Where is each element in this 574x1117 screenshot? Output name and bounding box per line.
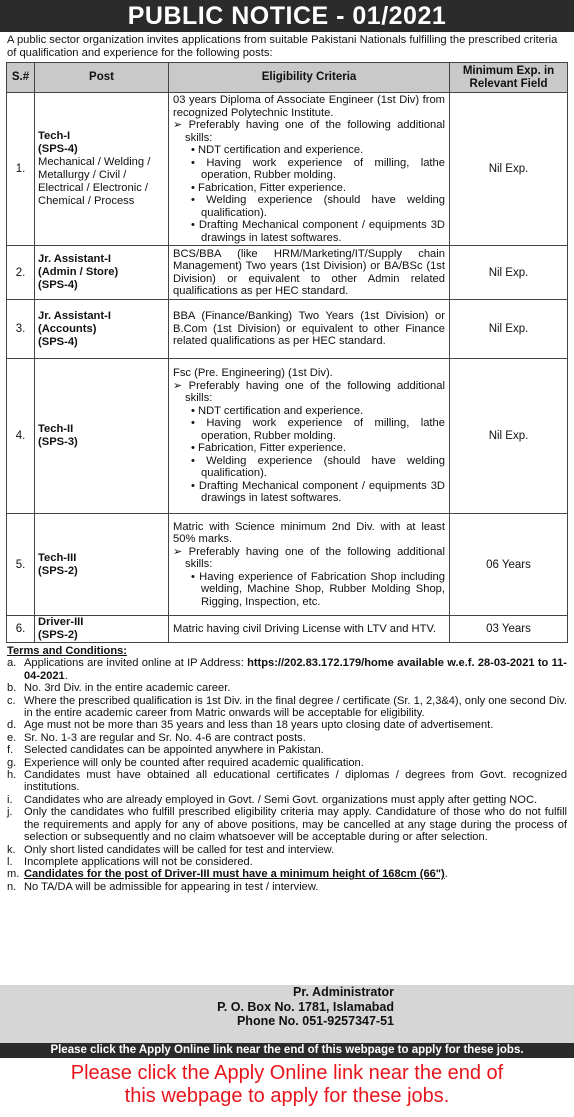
intro-text: A public sector organization invites applications from suitable Pakistani Nationals fulfilling the prescribed criteria of qualification and experience for the following posts: [7, 34, 558, 59]
criteria-line: 03 years Diploma of Associate Engineer (1st Div) from recognized Polytechnic Institute. [173, 94, 445, 119]
term-letter: j. [7, 806, 13, 819]
criteria-line: • NDT certification and experience. [191, 144, 364, 156]
table-row [7, 616, 568, 643]
term-letter: g. [7, 756, 17, 769]
term-text [24, 744, 567, 756]
term-text-bold-underline: Candidates for the post of Driver-III must have a minimum height of 168cm (66") [24, 868, 445, 881]
term-text [24, 794, 567, 806]
row-criteria [169, 246, 450, 300]
term-letter: a. [7, 657, 17, 670]
table-header-row [7, 63, 568, 93]
term-letter: b. [7, 682, 17, 695]
criteria-line: • Having work experience of milling, lathe operation, Rubber molding. [191, 156, 445, 181]
criteria-line: Matric having civil Driving License with LTV and HTV. [173, 622, 437, 635]
term-text [24, 682, 567, 694]
term-text [24, 757, 567, 769]
term-text-plain: Experience will only be counted after required academic qualification. [24, 756, 364, 769]
term-item [7, 769, 567, 794]
term-item [7, 719, 567, 731]
post-title-line: Jr. Assistant-I [38, 253, 111, 265]
term-text-bold: https://202.83.172.179/home available w.e.f. 28-03-2021 to 11-04-2021 [24, 657, 567, 682]
apply-online-bar: Please click the Apply Online link near the end of this webpage to apply for these jobs. [0, 1043, 574, 1058]
post-title-line: (SPS-4) [38, 143, 78, 155]
term-letter: n. [7, 880, 17, 893]
row-criteria [169, 616, 450, 643]
term-text-plain: Incomplete applications will not be considered. [24, 855, 253, 868]
term-text-plain: Selected candidates can be appointed anywhere in Pakistan. [24, 744, 324, 757]
criteria-line: ➢ Preferably having one of the following additional skills: [173, 545, 445, 571]
term-letter: h. [7, 769, 17, 782]
criteria-line: ➢ Preferably having one of the following additional skills: [173, 379, 445, 405]
term-letter: m. [7, 868, 20, 881]
term-item [7, 856, 567, 868]
row-serial: 2. [7, 246, 35, 300]
term-item [7, 806, 567, 843]
row-min-experience: Nil Exp. [450, 246, 568, 300]
term-letter: d. [7, 719, 17, 732]
criteria-line: BCS/BBA (like HRM/Marketing/IT/Supply chain Management) Two years (1st Division) or BA/BSc (1st Division) or equivalent to other Admin related qualifications as per HEC standard. [173, 247, 445, 297]
table-row [7, 300, 568, 359]
post-title-line: (SPS-4) [38, 279, 78, 291]
term-text [24, 657, 567, 682]
notice-title: PUBLIC NOTICE - 01/2021 [0, 0, 574, 32]
post-title-line: (Accounts) [38, 322, 97, 335]
jobs-table [6, 62, 568, 643]
term-text-plain: Candidates must have obtained all educational certificates / diplomas / degrees from Govt. recognized institutions. [24, 769, 567, 794]
footer-line-1: Pr. Administrator [293, 985, 394, 999]
term-text [24, 769, 567, 794]
criteria-line: Matric with Science minimum 2nd Div. with at least 50% marks. [173, 520, 445, 546]
footer-line-2: P. O. Box No. 1781, Islamabad [217, 999, 394, 1014]
row-min-experience: 03 Years [450, 616, 568, 643]
term-text-plain: Only short listed candidates will be called for test and interview. [24, 843, 335, 856]
term-letter: f. [7, 744, 14, 757]
row-post [35, 300, 169, 359]
terms-heading: Terms and Conditions: [7, 645, 127, 657]
row-serial: 3. [7, 300, 35, 359]
header-post: Post [35, 63, 169, 93]
term-text [24, 844, 567, 856]
term-letter: k. [7, 843, 16, 856]
term-text [24, 806, 567, 843]
apply-online-message [0, 1062, 574, 1108]
row-min-experience: 06 Years [450, 514, 568, 616]
criteria-line: • Welding experience (should have welding qualification). [191, 194, 445, 219]
terms-list [7, 657, 567, 893]
footer-line-3: Phone No. 051-9257347-51 [236, 1014, 394, 1028]
table-row [7, 359, 568, 514]
post-title-line: (Admin / Store) [38, 266, 119, 278]
term-text-plain: Where the prescribed qualification is 1st Div. in the final degree / certificate (Sr. 1, 2,3&4), only one second Div. in the entire academic career from Matric onwards will be acceptable for eligibility. [24, 694, 567, 720]
term-text [24, 868, 567, 880]
row-criteria [169, 359, 450, 514]
table-row [7, 93, 568, 246]
term-item [7, 757, 567, 769]
criteria-line: • Welding experience (should have welding qualification). [191, 454, 445, 480]
row-post [35, 514, 169, 616]
row-criteria [169, 93, 450, 246]
term-text [24, 856, 567, 868]
criteria-line: • Fabrication, Fitter experience. [191, 442, 347, 455]
term-text-after: . [444, 868, 448, 881]
term-text [24, 695, 567, 720]
criteria-line: Fsc (Pre. Engineering) (1st Div). [173, 367, 333, 380]
header-experience: Minimum Exp. in Relevant Field [450, 63, 568, 93]
term-item [7, 682, 567, 694]
post-title-line: Tech-II [38, 423, 74, 435]
term-text-after: . [64, 669, 68, 682]
row-min-experience: Nil Exp. [450, 93, 568, 246]
term-text [24, 881, 567, 893]
apply-message-line-2: this webpage to apply for these jobs. [124, 1085, 450, 1107]
term-letter: e. [7, 731, 17, 744]
footer-contact [0, 985, 574, 1043]
terms-section [0, 643, 574, 893]
row-min-experience: Nil Exp. [450, 359, 568, 514]
row-serial: 4. [7, 359, 35, 514]
criteria-line: • Drafting Mechanical component / equipments 3D drawings in latest softwares. [191, 479, 445, 505]
term-text [24, 719, 567, 731]
criteria-line: • Fabrication, Fitter experience. [191, 181, 347, 194]
term-letter: c. [7, 694, 16, 707]
term-item [7, 732, 567, 744]
post-title-line: Jr. Assistant-I [38, 309, 111, 322]
term-item [7, 794, 567, 806]
term-text [24, 732, 567, 744]
post-title-line: (SPS-2) [38, 564, 78, 577]
criteria-line: BBA (Finance/Banking) Two Years (1st Division) or B.Com (1st Division) or equivalent to other Finance related qualifications as per HEC standard. [173, 310, 445, 348]
term-text-plain: Applications are invited online at IP Address: [24, 657, 248, 670]
term-text-plain: Sr. No. 1-3 are regular and Sr. No. 4-6 are contract posts. [24, 731, 306, 744]
post-title-line: (SPS-2) [38, 629, 78, 641]
term-text-plain: Age must not be more than 35 years and less than 18 years upto closing date of advertisement. [24, 719, 494, 732]
post-disciplines: Mechanical / Welding / Metallurgy / Civil / Electrical / Electronic / Chemical / Process [38, 156, 151, 207]
term-item [7, 657, 567, 682]
term-item [7, 844, 567, 856]
row-post [35, 246, 169, 300]
post-title-line: Tech-III [38, 551, 77, 564]
post-title-line: (SPS-4) [38, 335, 78, 348]
term-text-plain: Only the candidates who fulfill prescribed eligibility criteria may apply. Candidature of those who do not fulfill the requirements and apply for any of above positions, may be cancelled at any stage during the process of selection or subsequently and no claim whatsoever will be acceptable during or after selection. [24, 806, 567, 844]
term-item [7, 881, 567, 893]
row-min-experience: Nil Exp. [450, 300, 568, 359]
criteria-line: • Drafting Mechanical component / equipments 3D drawings in latest softwares. [191, 219, 445, 244]
row-criteria [169, 300, 450, 359]
row-criteria [169, 514, 450, 616]
term-item [7, 744, 567, 756]
post-title-line: Tech-I [38, 130, 71, 142]
row-post [35, 359, 169, 514]
criteria-line: • Having work experience of milling, lathe operation, Rubber molding. [191, 417, 445, 442]
table-row [7, 514, 568, 616]
criteria-line: • NDT certification and experience. [191, 404, 364, 417]
row-serial: 5. [7, 514, 35, 616]
row-post [35, 616, 169, 643]
header-sn: S.# [7, 63, 35, 93]
term-text-plain: Candidates who are already employed in Govt. / Semi Govt. organizations must apply after getting NOC. [24, 793, 538, 806]
row-serial: 6. [7, 616, 35, 643]
term-letter: i. [7, 793, 13, 806]
table-row [7, 246, 568, 300]
term-item [7, 695, 567, 720]
header-criteria: Eligibility Criteria [169, 63, 450, 93]
post-title-line: Driver-III [38, 616, 84, 628]
post-title-line: (SPS-3) [38, 436, 78, 448]
term-item [7, 868, 567, 880]
criteria-line: • Having experience of Fabrication Shop including welding, Machine Shop, Rubber Molding Shop, Rigging, Inspection, etc. [191, 570, 445, 608]
row-serial: 1. [7, 93, 35, 246]
row-post [35, 93, 169, 246]
criteria-line: ➢ Preferably having one of the following additional skills: [173, 119, 445, 144]
term-letter: l. [7, 855, 13, 868]
term-text-plain: No. 3rd Div. in the entire academic career. [24, 682, 231, 695]
term-text-plain: No TA/DA will be admissible for appearing in test / interview. [24, 880, 319, 893]
apply-message-line-1: Please click the Apply Online link near the end of [70, 1062, 504, 1084]
